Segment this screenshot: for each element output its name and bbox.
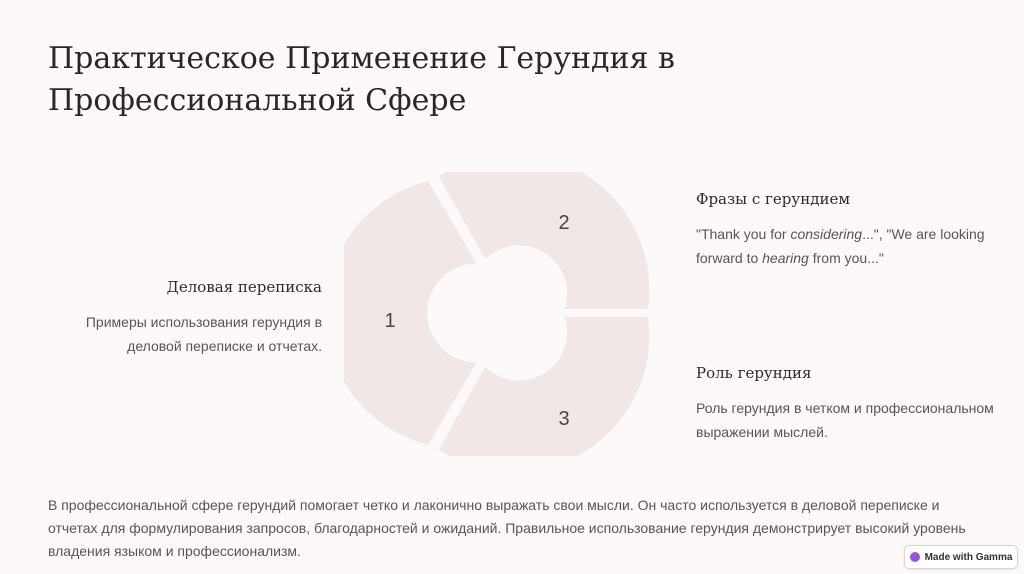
gamma-logo-icon — [910, 552, 920, 562]
block-text — [696, 222, 996, 270]
text-emphasis: hearing — [762, 250, 809, 266]
block-text: Роль герундия в четком и профессиональном выражении мыслей. — [696, 400, 994, 440]
text-emphasis: considering — [790, 226, 863, 242]
block-text: Примеры использования герундия в деловой переписке и отчетах. — [85, 314, 322, 354]
summary-paragraph: В профессиональной сфере герундий помогает четко и лаконично выражать свои мысли. Он часто используется в деловой переписке и отчетах для формулирования запросов, благодарностей и ожиданий. Правильное использование герундия демонстрирует высокий уровень владения языком и профессионализм. — [48, 497, 966, 559]
block-heading: Фразы с герундием — [696, 190, 850, 208]
badge-label: Made with Gamma — [924, 551, 1013, 563]
made-with-gamma-badge[interactable] — [904, 545, 1018, 569]
donut-segment-3 — [439, 317, 650, 456]
block-heading: Деловая переписка — [166, 278, 322, 296]
donut-segment-1 — [344, 181, 477, 445]
segmented-donut-diagram — [344, 172, 680, 456]
block-gerund-phrases — [696, 190, 996, 270]
text-part: from you..." — [808, 250, 884, 266]
text-part: "Thank you for — [696, 226, 791, 242]
block-gerund-role — [696, 364, 996, 444]
segment-number-3: 3 — [558, 408, 570, 430]
segment-number-2: 2 — [558, 212, 570, 234]
page-title: Практическое Применение Герундия в Профессиональной Сфере — [48, 41, 675, 118]
block-business-correspondence — [40, 278, 322, 358]
segment-number-1: 1 — [384, 310, 396, 332]
text-part: ...", "We are looking forward to — [696, 226, 985, 266]
donut-segment-2 — [439, 172, 650, 309]
block-heading: Роль герундия — [696, 364, 812, 382]
